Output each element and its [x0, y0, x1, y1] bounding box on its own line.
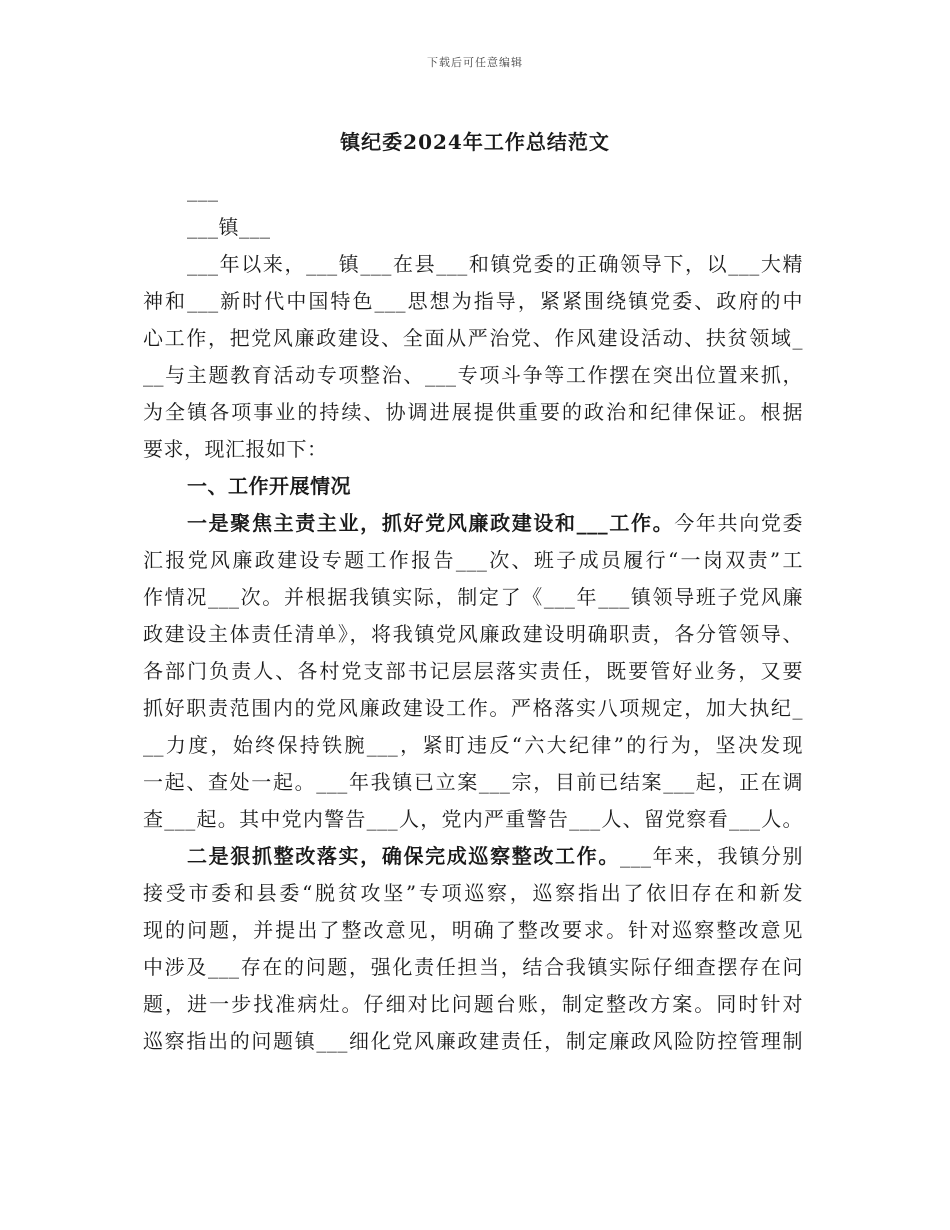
page-header-note: 下载后可任意编辑: [427, 56, 523, 69]
line-text: 题，进一步找准病灶。仔细对比问题台账，制定整改方案。同时针对: [143, 992, 803, 1016]
line-text: ___镇___: [187, 215, 271, 239]
text-line: [143, 690, 803, 727]
line-text: 政建设主体责任清单》，将我镇党风廉政建设明确职责，各分管领导、: [143, 622, 803, 646]
text-line: [143, 801, 803, 838]
text-line: [143, 986, 803, 1023]
line-text: ___: [187, 178, 219, 202]
text-line: [143, 579, 803, 616]
line-text: 各部门负责人、各村党支部书记层层落实责任，既要管好业务，又要: [143, 659, 803, 683]
line-text: 要求，现汇报如下：: [143, 437, 328, 461]
line-text: 巡察指出的问题镇___细化党风廉政建责任，制定廉政风险防控管理制: [143, 1029, 803, 1053]
text-line: [143, 320, 803, 357]
bold-heading-text: 二是狠抓整改落实，确保完成巡察整改工作。: [187, 844, 620, 868]
line-text: 接受市委和县委“脱贫攻坚”专项巡察，巡察指出了依旧存在和新发: [143, 881, 803, 905]
bold-heading-text: 一是聚焦主责主业，抓好党风廉政建设和___工作。: [187, 511, 675, 535]
text-line: [143, 283, 803, 320]
text-line: [143, 949, 803, 986]
text-line: [143, 764, 803, 801]
line-text: 神和___新时代中国特色___思想为指导，紧紧围绕镇党委、政府的中: [143, 289, 803, 313]
text-line: [143, 209, 803, 246]
text-line: [143, 431, 803, 468]
document-title: 镇纪委2024年工作总结范文: [340, 130, 610, 154]
text-line: [143, 616, 803, 653]
line-text: 汇报党风廉政建设专题工作报告___次、班子成员履行“一岗双责”工: [143, 548, 803, 572]
text-line: [143, 172, 803, 209]
line-text: 一起、查处一起。___年我镇已立案___宗，目前已结案___起，正在调: [143, 770, 803, 794]
text-line: [143, 246, 803, 283]
line-text: 抓好职责范围内的党风廉政建设工作。严格落实八项规定，加大执纪_: [143, 696, 803, 720]
line-text: __力度，始终保持铁腕___，紧盯违反“六大纪律”的行为，坚决发现: [143, 733, 803, 757]
text-line: [143, 394, 803, 431]
text-line: [143, 838, 803, 875]
document-body: [143, 172, 803, 1060]
line-text: 作情况___次。并根据我镇实际，制定了《___年___镇领导班子党风廉: [143, 585, 803, 609]
bold-heading-text: 一、工作开展情况: [187, 474, 351, 498]
text-line: [143, 875, 803, 912]
text-line: [143, 542, 803, 579]
line-text: ___年以来，___镇___在县___和镇党委的正确领导下，以___大精: [187, 252, 803, 276]
text-line: [143, 468, 803, 505]
line-text: ___年来，我镇分别: [619, 844, 804, 868]
text-line: [143, 727, 803, 764]
line-text: 现的问题，并提出了整改意见，明确了整改要求。针对巡察整改意见: [143, 918, 803, 942]
line-text: 为全镇各项事业的持续、协调进展提供重要的政治和纪律保证。根据: [143, 400, 803, 424]
line-text: 今年共向党委: [674, 511, 804, 535]
line-text: 心工作，把党风廉政建设、全面从严治党、作风建设活动、扶贫领域_: [143, 326, 803, 350]
text-line: [143, 357, 803, 394]
text-line: [143, 505, 803, 542]
line-text: 中涉及___存在的问题，强化责任担当，结合我镇实际仔细查摆存在问: [143, 955, 803, 979]
text-line: [143, 653, 803, 690]
text-line: [143, 1023, 803, 1060]
line-text: __与主题教育活动专项整治、___专项斗争等工作摆在突出位置来抓，: [143, 363, 803, 387]
line-text: 查___起。其中党内警告___人，党内严重警告___人、留党察看___人。: [143, 807, 803, 831]
text-line: [143, 912, 803, 949]
